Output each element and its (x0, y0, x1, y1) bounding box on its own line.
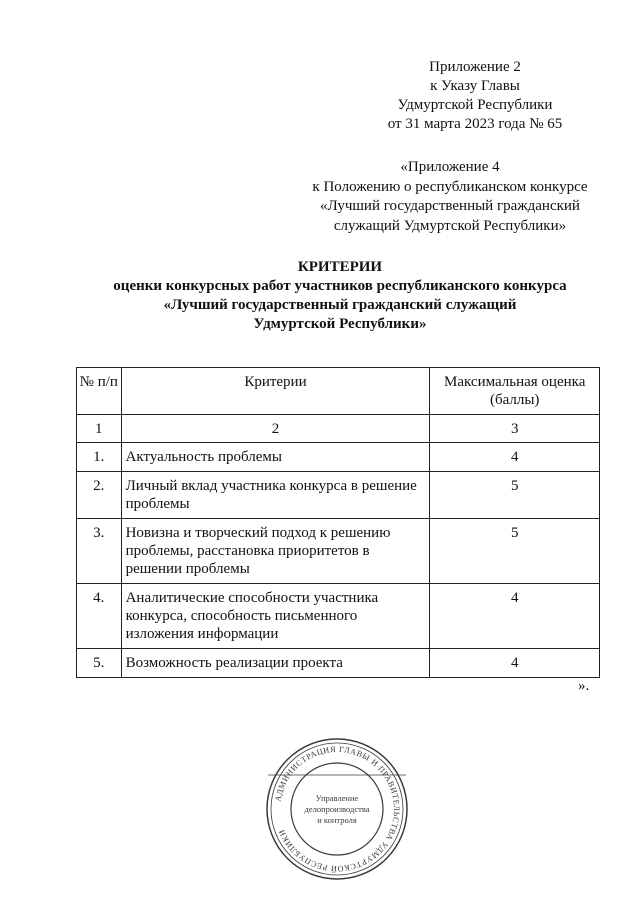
title-line: «Лучший государственный гражданский служащий (163, 297, 517, 313)
appendix-line: Удмуртской Республики (397, 97, 553, 113)
index-cell: 3 (430, 415, 600, 443)
row-score: 5 (430, 519, 600, 584)
title-line: оценки конкурсных работ участников республиканского конкурса (113, 278, 567, 294)
header-criteria: Критерии (121, 368, 430, 415)
table-row (77, 443, 600, 472)
stamp-inner-line: делопроизводства (304, 804, 370, 814)
row-num: 1. (77, 443, 122, 472)
appendix-line: к Указу Главы (430, 78, 520, 94)
header-score: Максимальная оценка (баллы) (430, 368, 600, 415)
row-criteria: Возможность реализации проекта (121, 649, 430, 678)
appendix-reference-line: «Лучший государственный гражданский (320, 198, 580, 214)
title-line: Удмуртской Республики» (253, 316, 427, 332)
table-row (77, 519, 600, 584)
row-num: 2. (77, 472, 122, 519)
row-score: 4 (430, 443, 600, 472)
appendix-line: от 31 марта 2023 года № 65 (387, 116, 563, 132)
table-row (77, 584, 600, 649)
row-score: 5 (430, 472, 600, 519)
appendix-reference-block (300, 158, 600, 236)
row-score: 4 (430, 584, 600, 649)
table-row (77, 649, 600, 678)
table-row (77, 472, 600, 519)
row-criteria: Актуальность проблемы (121, 443, 430, 472)
stamp-seal (262, 734, 412, 884)
row-criteria: Новизна и творческий подход к решению проблемы, расстановка приоритетов в решении проблемы (121, 519, 430, 584)
closing-quote-mark: ». (578, 678, 590, 694)
stamp-outer-text: АДМИНИСТРАЦИЯ ГЛАВЫ И ПРАВИТЕЛЬСТВА УДМУРТСКОЙ РЕСПУБЛИКИ (273, 744, 402, 874)
header-num: № п/п (77, 368, 122, 415)
criteria-table (76, 367, 600, 678)
index-cell: 1 (77, 415, 122, 443)
appendix-line: Приложение 2 (429, 59, 521, 75)
document-title (90, 258, 590, 334)
row-score: 4 (430, 649, 600, 678)
appendix-reference-line: «Приложение 4 (400, 159, 500, 175)
index-cell: 2 (121, 415, 430, 443)
appendix-block (360, 58, 590, 134)
table-index-row (77, 415, 600, 443)
title-heading: КРИТЕРИИ (297, 259, 383, 275)
official-stamp (262, 734, 412, 884)
appendix-reference-line: к Положению о республиканском конкурсе (312, 178, 588, 195)
row-num: 4. (77, 584, 122, 649)
row-criteria: Личный вклад участника конкурса в решение проблемы (121, 472, 430, 519)
appendix-reference-line: служащий Удмуртской Республики» (333, 217, 567, 234)
stamp-inner-line: и контроля (317, 815, 357, 825)
stamp-inner-line: Управление (315, 793, 359, 803)
row-num: 3. (77, 519, 122, 584)
table-header-row (77, 368, 600, 415)
row-criteria: Аналитические способности участника конкурса, способность письменного изложения информации (121, 584, 430, 649)
row-num: 5. (77, 649, 122, 678)
